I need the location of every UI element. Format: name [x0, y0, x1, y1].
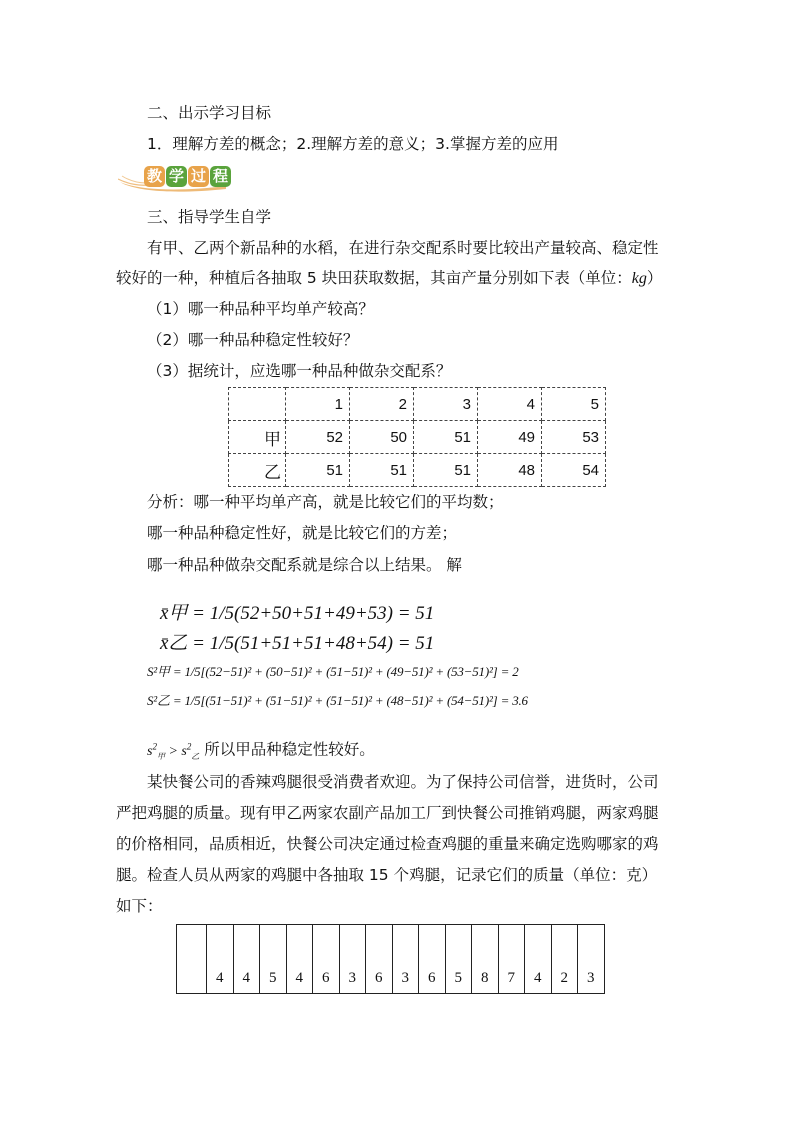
weight-cell: 2	[551, 925, 578, 994]
weight-cell: 7	[498, 925, 525, 994]
chicken-line-4: 腿。检查人员从两家的鸡腿中各抽取 15 个鸡腿，记录它们的质量（单位：克）	[116, 866, 658, 884]
table-cell: 51	[350, 454, 414, 487]
table-cell-empty	[177, 925, 207, 994]
weight-cell: 3	[578, 925, 605, 994]
unit-kg: kg	[631, 270, 647, 287]
table-header-cell: 5	[542, 388, 606, 421]
banner-char-1: 教	[144, 166, 165, 187]
table-cell: 52	[286, 421, 350, 454]
formula-variance-jia: S²甲 = 1/5[(52−51)² + (50−51)² + (51−51)² + (49−51)² + (53−51)²] = 2	[147, 664, 519, 679]
table-header-cell: 1	[286, 388, 350, 421]
table-cell: 50	[350, 421, 414, 454]
table-cell	[229, 388, 286, 421]
chicken-line-2: 严把鸡腿的质量。现有甲乙两家农副产品加工厂到快餐公司推销鸡腿，两家鸡腿	[116, 804, 659, 822]
weight-cell: 5	[260, 925, 287, 994]
section-heading-goals: 二、出示学习目标	[147, 104, 272, 122]
intro-line-2-text: 较好的一种，种植后各抽取 5 块田获取数据，其亩产量分别如下表（单位：	[116, 269, 632, 287]
weight-cell: 6	[313, 925, 340, 994]
row-label-yi: 乙	[229, 454, 286, 487]
banner-char-4: 程	[210, 166, 231, 187]
table-cell: 49	[478, 421, 542, 454]
table-row	[229, 421, 606, 454]
weight-cell: 4	[286, 925, 313, 994]
weight-cell: 6	[366, 925, 393, 994]
learning-goals: 1．理解方差的概念；2.理解方差的意义；3.掌握方差的应用	[147, 135, 559, 153]
chicken-weights-table	[176, 924, 605, 994]
conclusion-text: 所以甲品种稳定性较好。	[204, 740, 375, 759]
table-cell: 51	[414, 421, 478, 454]
weight-cell: 5	[445, 925, 472, 994]
row-label-jia: 甲	[229, 421, 286, 454]
rice-yield-table	[228, 387, 606, 487]
intro-line-1: 有甲、乙两个新品种的水稻，在进行杂交配系时要比较出产量较高、稳定性	[147, 239, 659, 257]
formula-mean-jia: x̄甲 = 1/5(52+50+51+49+53) = 51	[160, 603, 435, 624]
question-2: （2）哪一种品种稳定性较好？	[147, 331, 359, 349]
table-cell: 53	[542, 421, 606, 454]
chicken-line-3: 的价格相同，品质相近，快餐公司决定通过检查鸡腿的重量来确定选购哪家的鸡	[116, 835, 659, 853]
analysis-line-1: 分析：哪一种平均单产高，就是比较它们的平均数；	[147, 493, 504, 511]
variance-compare: $s^2_甲 > s^2_乙$	[147, 741, 200, 761]
table-cell: 51	[414, 454, 478, 487]
weight-cell: 3	[392, 925, 419, 994]
weight-cell: 8	[472, 925, 499, 994]
teaching-process-banner	[118, 166, 228, 192]
table-header-row	[229, 388, 606, 421]
question-3: （3）据统计，应选哪一种品种做杂交配系？	[147, 362, 452, 380]
unit-close: ）	[646, 269, 663, 287]
analysis-line-2: 哪一种品种稳定性好，就是比较它们的方差；	[147, 524, 458, 542]
chicken-line-1: 某快餐公司的香辣鸡腿很受消费者欢迎。为了保持公司信誉，进货时，公司	[147, 773, 659, 791]
table-header-cell: 2	[350, 388, 414, 421]
intro-line-2	[116, 268, 662, 289]
formula-variance-yi: S²乙 = 1/5[(51−51)² + (51−51)² + (51−51)² + (48−51)² + (54−51)²] = 3.6	[147, 693, 528, 708]
banner-char-3: 过	[188, 166, 209, 187]
weight-cell: 4	[207, 925, 234, 994]
table-header-cell: 3	[414, 388, 478, 421]
question-1: （1）哪一种品种平均单产较高？	[147, 300, 374, 318]
table-row	[229, 454, 606, 487]
weight-cell: 4	[525, 925, 552, 994]
banner-char-2: 学	[166, 166, 187, 187]
chicken-line-5: 如下：	[116, 897, 163, 915]
weight-cell: 3	[339, 925, 366, 994]
table-row	[177, 925, 605, 994]
table-cell: 51	[286, 454, 350, 487]
table-cell: 48	[478, 454, 542, 487]
table-header-cell: 4	[478, 388, 542, 421]
section-heading-selfstudy: 三、指导学生自学	[147, 208, 272, 226]
variance-conclusion	[147, 736, 375, 766]
weight-cell: 4	[233, 925, 260, 994]
analysis-line-3: 哪一种品种做杂交配系就是综合以上结果。 解	[147, 556, 462, 574]
weight-cell: 6	[419, 925, 446, 994]
formula-mean-yi: x̄乙 = 1/5(51+51+51+48+54) = 51	[160, 633, 435, 654]
table-cell: 54	[542, 454, 606, 487]
